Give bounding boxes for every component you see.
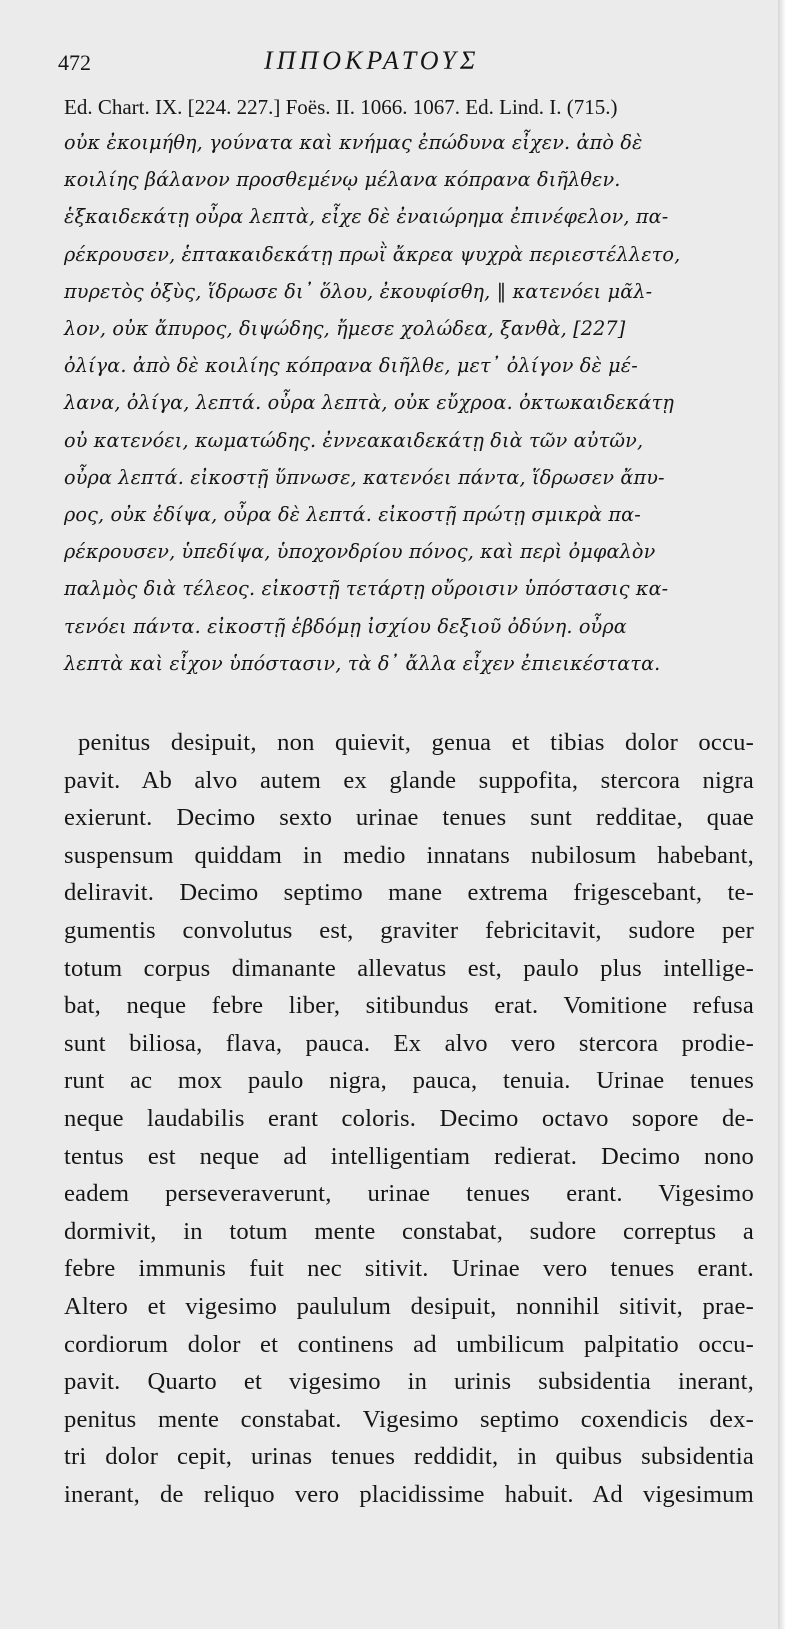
latin-line: inerant, de reliquo vero placidissime habuit. Ad vigesimum — [64, 1480, 754, 1508]
page-number: 472 — [58, 50, 91, 75]
latin-line: gumentis convolutus est, graviter febricitavit, sudore per — [64, 917, 754, 945]
running-title: ΙΠΠΟΚΡΑΤΟΥΣ — [264, 46, 480, 75]
latin-line: penitus desipuit, non quievit, genua et tibias dolor occu- — [78, 729, 754, 757]
greek-line: κοιλίης βάλανον προσθεμένῳ μέλανα κόπρανα διῆλθεν. — [64, 168, 621, 192]
latin-line: tri dolor cepit, urinas tenues reddidit, in quibus subsidentia — [64, 1443, 754, 1471]
greek-line: ὀλίγα. ἀπὸ δὲ κοιλίης κόπρανα διῆλθε, μετ᾽ ὀλίγον δὲ μέ- — [64, 354, 638, 378]
greek-line: λανα, ὀλίγα, λεπτά. οὖρα λεπτὰ, οὐκ εὔχροα. ὀκτωκαιδεκάτῃ — [64, 391, 675, 415]
greek-line: οὐ κατενόει, κωματώδης. ἐννεακαιδεκάτῃ διὰ τῶν αὐτῶν, — [64, 428, 644, 452]
latin-line: tentus est neque ad intelligentiam redierat. Decimo nono — [64, 1142, 754, 1170]
latin-text-block — [64, 724, 760, 1513]
latin-line: bat, neque febre liber, sitibundus erat. Vomitione refusa — [64, 992, 754, 1020]
latin-line: runt ac mox paulo nigra, pauca, tenuia. Urinae tenues — [64, 1067, 754, 1095]
greek-line: ρος, οὐκ ἐδίψα, οὖρα δὲ λεπτά. εἰκοστῇ πρώτῃ σμικρὰ πα- — [64, 503, 641, 527]
latin-line: sunt biliosa, flava, pauca. Ex alvo vero stercora prodie- — [64, 1029, 754, 1057]
edition-reference: Ed. Chart. IX. [224. 227.] Foës. II. 1066. 1067. Ed. Lind. I. (715.) — [64, 95, 618, 119]
latin-line: cordiorum dolor et continens ad umbilicum palpitatio occu- — [64, 1330, 754, 1358]
greek-line: οὐκ ἐκοιμήθη, γούνατα καὶ κνήμας ἐπώδυνα εἶχεν. ἀπὸ δὲ — [64, 131, 643, 154]
latin-line: pavit. Quarto et vigesimo in urinis subsidentia inerant, — [64, 1368, 754, 1396]
latin-line: eadem perseveraverunt, urinae tenues erant. Vigesimo — [64, 1180, 754, 1208]
greek-line: ρέκρουσεν, ὑπεδίψα, ὑποχονδρίου πόνος, καὶ περὶ ὀμφαλὸν — [64, 540, 656, 564]
greek-line: οὖρα λεπτά. εἰκοστῇ ὕπνωσε, κατενόει πάντα, ἵδρωσεν ἄπυ- — [64, 465, 665, 489]
latin-line: Altero et vigesimo paululum desipuit, nonnihil sitivit, prae- — [64, 1292, 754, 1320]
greek-line: ρέκρουσεν, ἑπτακαιδεκάτῃ πρωῒ ἄκρεα ψυχρὰ περιεστέλλετο, — [64, 242, 681, 266]
latin-line: pavit. Ab alvo autem ex glande suppofita, stercora nigra — [64, 766, 754, 794]
greek-line: πυρετὸς ὀξὺς, ἵδρωσε δι᾽ ὅλου, ἐκουφίσθη, ‖ κατενόει μᾶλ- — [64, 279, 653, 303]
page-header — [58, 46, 760, 80]
latin-line: exierunt. Decimo sexto urinae tenues sunt redditae, quae — [64, 804, 754, 832]
greek-text-block — [64, 124, 760, 682]
greek-line: ἑξκαιδεκάτῃ οὖρα λεπτὰ, εἶχε δὲ ἐναιώρημα ἐπινέφελον, πα- — [64, 205, 669, 229]
latin-line: deliravit. Decimo septimo mane extrema frigescebant, te- — [64, 879, 754, 907]
latin-line: dormivit, in totum mente constabat, sudore correptus a — [64, 1217, 754, 1245]
greek-line: λον, οὐκ ἄπυρος, διψώδης, ἤμεσε χολώδεα, ξανθὰ, [227] — [64, 317, 626, 341]
latin-line: neque laudabilis erant coloris. Decimo octavo sopore de- — [64, 1104, 754, 1132]
latin-line: febre immunis fuit nec sitivit. Urinae vero tenues erant. — [64, 1255, 754, 1283]
latin-line: totum corpus dimanante allevatus est, paulo plus intellige- — [64, 954, 754, 982]
greek-line: τενόει πάντα. εἰκοστῇ ἑβδόμῃ ἰσχίου δεξιοῦ ὀδύνη. οὖρα — [64, 614, 627, 638]
latin-line: suspensum quiddam in medio innatans nubilosum habebant, — [64, 841, 754, 869]
latin-line: penitus mente constabat. Vigesimo septimo coxendicis dex- — [64, 1405, 754, 1433]
greek-line: παλμὸς διὰ τέλεος. εἰκοστῇ τετάρτῃ οὔροισιν ὑπόστασις κα- — [64, 577, 669, 601]
greek-line: λεπτὰ καὶ εἶχον ὑπόστασιν, τὰ δ᾽ ἄλλα εἶχεν ἐπιεικέστατα. — [64, 651, 661, 675]
